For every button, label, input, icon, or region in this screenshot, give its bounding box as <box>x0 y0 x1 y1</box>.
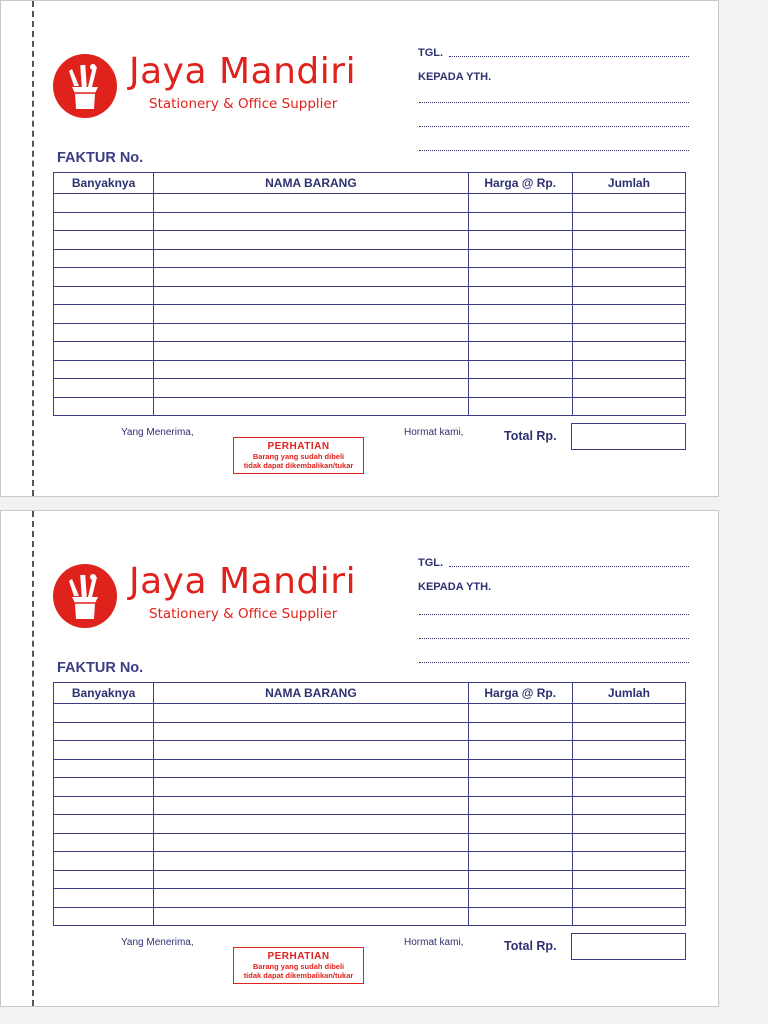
table-row <box>54 379 686 398</box>
cell-price[interactable] <box>468 833 572 852</box>
cell-price[interactable] <box>468 397 572 416</box>
recipient-line-1[interactable] <box>419 102 689 103</box>
cell-amount[interactable] <box>572 870 685 889</box>
cell-quantity[interactable] <box>54 870 154 889</box>
cell-quantity[interactable] <box>54 722 154 741</box>
col-header-quantity: Banyaknya <box>54 173 154 194</box>
cell-amount[interactable] <box>572 342 685 361</box>
col-header-amount: Jumlah <box>572 173 685 194</box>
table-row <box>54 323 686 342</box>
cell-price[interactable] <box>468 704 572 723</box>
receiver-signature-label: Yang Menerima, <box>121 937 194 948</box>
cell-price[interactable] <box>468 342 572 361</box>
table-row <box>54 704 686 723</box>
cell-quantity[interactable] <box>54 194 154 213</box>
total-label: Total Rp. <box>504 939 557 953</box>
table-row <box>54 815 686 834</box>
col-header-item-name: NAMA BARANG <box>154 173 468 194</box>
cell-item-name[interactable] <box>154 397 468 416</box>
cell-quantity[interactable] <box>54 342 154 361</box>
notice-stamp <box>233 947 364 984</box>
table-row <box>54 342 686 361</box>
cell-price[interactable] <box>468 815 572 834</box>
notice-line-1: Barang yang sudah dibeli <box>252 962 345 971</box>
cell-item-name[interactable] <box>154 231 468 250</box>
notice-line-2: tidak dapat dikembalikan/tukar <box>243 461 354 470</box>
table-header-row <box>54 683 686 704</box>
cell-quantity[interactable] <box>54 852 154 871</box>
cell-price[interactable] <box>468 759 572 778</box>
cell-price[interactable] <box>468 360 572 379</box>
cell-item-name[interactable] <box>154 722 468 741</box>
cell-quantity[interactable] <box>54 249 154 268</box>
notice-title: PERHATIAN <box>267 441 330 452</box>
cell-amount[interactable] <box>572 759 685 778</box>
cell-quantity[interactable] <box>54 397 154 416</box>
brand-tagline: Stationery & Office Supplier <box>149 606 338 622</box>
cell-item-name[interactable] <box>154 852 468 871</box>
table-row <box>54 833 686 852</box>
brand-tagline: Stationery & Office Supplier <box>149 96 338 112</box>
cell-amount[interactable] <box>572 379 685 398</box>
cell-amount[interactable] <box>572 815 685 834</box>
perforation-line <box>32 511 34 1006</box>
table-row <box>54 722 686 741</box>
regards-signature-label: Hormat kami, <box>404 937 464 948</box>
notice-title: PERHATIAN <box>267 951 330 962</box>
table-row <box>54 741 686 760</box>
recipient-line-2[interactable] <box>419 638 689 639</box>
cell-amount[interactable] <box>572 360 685 379</box>
table-row <box>54 305 686 324</box>
cell-price[interactable] <box>468 286 572 305</box>
cell-price[interactable] <box>468 852 572 871</box>
recipient-line-3[interactable] <box>419 150 689 151</box>
cell-item-name[interactable] <box>154 249 468 268</box>
cell-item-name[interactable] <box>154 759 468 778</box>
cell-item-name[interactable] <box>154 889 468 908</box>
date-field[interactable] <box>449 566 689 567</box>
brand-name: Jaya Mandiri <box>129 561 357 602</box>
table-row <box>54 286 686 305</box>
cell-item-name[interactable] <box>154 704 468 723</box>
recipient-line-2[interactable] <box>419 126 689 127</box>
table-row <box>54 907 686 926</box>
cell-amount[interactable] <box>572 268 685 287</box>
cell-item-name[interactable] <box>154 268 468 287</box>
pencil-cup-icon <box>52 563 118 629</box>
cell-price[interactable] <box>468 796 572 815</box>
table-row <box>54 759 686 778</box>
cell-item-name[interactable] <box>154 194 468 213</box>
table-row <box>54 796 686 815</box>
table-row <box>54 268 686 287</box>
cell-quantity[interactable] <box>54 268 154 287</box>
cell-item-name[interactable] <box>154 796 468 815</box>
total-label: Total Rp. <box>504 429 557 443</box>
cell-quantity[interactable] <box>54 360 154 379</box>
cell-price[interactable] <box>468 379 572 398</box>
cell-item-name[interactable] <box>154 305 468 324</box>
date-label: TGL. <box>418 557 444 569</box>
cell-price[interactable] <box>468 268 572 287</box>
notice-line-1: Barang yang sudah dibeli <box>252 452 345 461</box>
cell-quantity[interactable] <box>54 778 154 797</box>
cell-amount[interactable] <box>572 249 685 268</box>
items-table <box>53 682 686 926</box>
total-amount-field[interactable] <box>571 423 686 450</box>
cell-amount[interactable] <box>572 796 685 815</box>
cell-quantity[interactable] <box>54 323 154 342</box>
table-row <box>54 889 686 908</box>
table-row <box>54 397 686 416</box>
cell-item-name[interactable] <box>154 815 468 834</box>
cell-amount[interactable] <box>572 833 685 852</box>
cell-quantity[interactable] <box>54 907 154 926</box>
table-row <box>54 870 686 889</box>
notice-stamp <box>233 437 364 474</box>
notice-line-2: tidak dapat dikembalikan/tukar <box>243 971 354 980</box>
cell-quantity[interactable] <box>54 212 154 231</box>
items-table-body <box>54 194 686 416</box>
col-header-item-name: NAMA BARANG <box>154 683 468 704</box>
date-label: TGL. <box>418 47 444 59</box>
cell-amount[interactable] <box>572 704 685 723</box>
recipient-line-3[interactable] <box>419 662 689 663</box>
cell-amount[interactable] <box>572 722 685 741</box>
cell-amount[interactable] <box>572 741 685 760</box>
items-table-body <box>54 704 686 926</box>
cell-amount[interactable] <box>572 397 685 416</box>
cell-item-name[interactable] <box>154 286 468 305</box>
cell-quantity[interactable] <box>54 759 154 778</box>
receiver-signature-label: Yang Menerima, <box>121 427 194 438</box>
cell-item-name[interactable] <box>154 778 468 797</box>
pencil-cup-icon <box>52 53 118 119</box>
cell-price[interactable] <box>468 870 572 889</box>
table-row <box>54 212 686 231</box>
cell-price[interactable] <box>468 212 572 231</box>
table-row <box>54 231 686 250</box>
cell-item-name[interactable] <box>154 342 468 361</box>
cell-price[interactable] <box>468 889 572 908</box>
cell-amount[interactable] <box>572 889 685 908</box>
brand-name: Jaya Mandiri <box>129 51 357 92</box>
invoice-number-label: FAKTUR No. <box>57 150 144 166</box>
perforation-line <box>32 1 34 496</box>
cell-item-name[interactable] <box>154 907 468 926</box>
date-field[interactable] <box>449 56 689 57</box>
cell-quantity[interactable] <box>54 889 154 908</box>
table-row <box>54 360 686 379</box>
cell-quantity[interactable] <box>54 231 154 250</box>
cell-item-name[interactable] <box>154 212 468 231</box>
cell-quantity[interactable] <box>54 796 154 815</box>
recipient-line-1[interactable] <box>419 614 689 615</box>
invoice-sheet-2 <box>0 510 719 1007</box>
table-row <box>54 249 686 268</box>
cell-amount[interactable] <box>572 852 685 871</box>
items-table <box>53 172 686 416</box>
cell-price[interactable] <box>468 194 572 213</box>
cell-price[interactable] <box>468 741 572 760</box>
cell-price[interactable] <box>468 305 572 324</box>
cell-amount[interactable] <box>572 778 685 797</box>
table-row <box>54 778 686 797</box>
invoice-number-label: FAKTUR No. <box>57 660 144 676</box>
recipient-label: KEPADA YTH. <box>418 581 492 593</box>
col-header-price: Harga @ Rp. <box>468 173 572 194</box>
cell-price[interactable] <box>468 907 572 926</box>
cell-item-name[interactable] <box>154 360 468 379</box>
table-header-row <box>54 173 686 194</box>
cell-amount[interactable] <box>572 212 685 231</box>
total-amount-field[interactable] <box>571 933 686 960</box>
regards-signature-label: Hormat kami, <box>404 427 464 438</box>
cell-amount[interactable] <box>572 907 685 926</box>
cell-item-name[interactable] <box>154 323 468 342</box>
recipient-label: KEPADA YTH. <box>418 71 492 83</box>
col-header-amount: Jumlah <box>572 683 685 704</box>
cell-quantity[interactable] <box>54 286 154 305</box>
cell-amount[interactable] <box>572 286 685 305</box>
cell-item-name[interactable] <box>154 379 468 398</box>
cell-amount[interactable] <box>572 323 685 342</box>
col-header-price: Harga @ Rp. <box>468 683 572 704</box>
cell-quantity[interactable] <box>54 833 154 852</box>
cell-price[interactable] <box>468 249 572 268</box>
cell-price[interactable] <box>468 778 572 797</box>
cell-price[interactable] <box>468 323 572 342</box>
cell-quantity[interactable] <box>54 704 154 723</box>
cell-quantity[interactable] <box>54 379 154 398</box>
col-header-quantity: Banyaknya <box>54 683 154 704</box>
table-row <box>54 194 686 213</box>
cell-price[interactable] <box>468 722 572 741</box>
cell-amount[interactable] <box>572 231 685 250</box>
cell-item-name[interactable] <box>154 870 468 889</box>
cell-quantity[interactable] <box>54 305 154 324</box>
table-row <box>54 852 686 871</box>
cell-amount[interactable] <box>572 194 685 213</box>
cell-amount[interactable] <box>572 305 685 324</box>
cell-quantity[interactable] <box>54 815 154 834</box>
cell-item-name[interactable] <box>154 741 468 760</box>
cell-price[interactable] <box>468 231 572 250</box>
cell-item-name[interactable] <box>154 833 468 852</box>
invoice-sheet-1 <box>0 0 719 497</box>
cell-quantity[interactable] <box>54 741 154 760</box>
